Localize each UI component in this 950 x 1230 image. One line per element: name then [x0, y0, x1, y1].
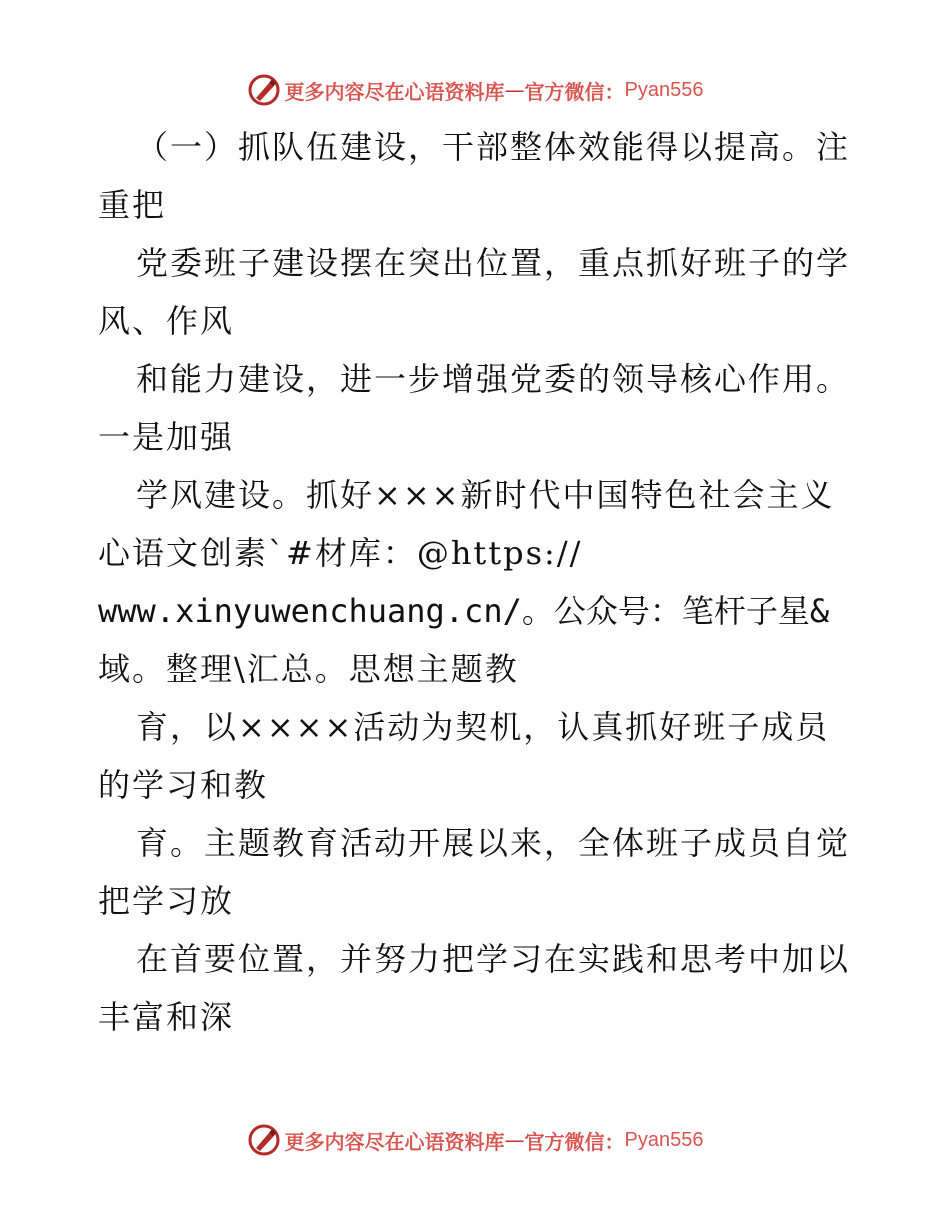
header-wechat-id: Pyan556 — [624, 78, 704, 101]
body-line: 重把 — [98, 186, 167, 224]
body-line: （一）抓队伍建设，干部整体效能得以提高。注 — [136, 128, 851, 166]
body-line-url: www.xinyuwenchuang.cn/。公众号：笔杆子星& — [98, 592, 830, 630]
body-line: 丰富和深 — [98, 998, 235, 1036]
pen-circle-icon — [247, 1123, 281, 1157]
body-line: 和能力建设，进一步增强党委的领导核心作用。 — [136, 360, 851, 398]
body-line: 风、作风 — [98, 302, 235, 340]
pen-circle-icon — [247, 73, 281, 107]
body-line: 学风建设。抓好×××新时代中国特色社会主义 — [136, 476, 835, 514]
body-line: 育，以××××活动为契机，认真抓好班子成员 — [136, 708, 830, 746]
footer-banner — [0, 1120, 950, 1160]
header-text: 更多内容尽在心语资料库 — [284, 79, 505, 104]
footer-wechat-label: 官方微信： — [524, 1129, 625, 1154]
body-line: 育。主题教育活动开展以来，全体班子成员自觉 — [136, 824, 851, 862]
body-line: 一是加强 — [98, 418, 235, 456]
header-wechat-label: 官方微信： — [524, 79, 625, 104]
document-body — [98, 118, 858, 1046]
body-line: 党委班子建设摆在突出位置，重点抓好班子的学 — [136, 244, 851, 282]
body-line: 心语文创素`#材库：@https:// — [98, 534, 583, 572]
body-line: 把学习放 — [98, 882, 235, 920]
footer-wechat-id: Pyan556 — [624, 1128, 704, 1151]
footer-separator: — — [504, 1128, 525, 1152]
body-line: 域。整理\汇总。思想主题教 — [98, 650, 519, 688]
body-line: 在首要位置，并努力把学习在实践和思考中加以 — [136, 940, 851, 978]
header-banner — [0, 70, 950, 110]
header-separator: — — [504, 78, 525, 102]
footer-text: 更多内容尽在心语资料库 — [284, 1129, 505, 1154]
body-line: 的学习和教 — [98, 766, 269, 804]
